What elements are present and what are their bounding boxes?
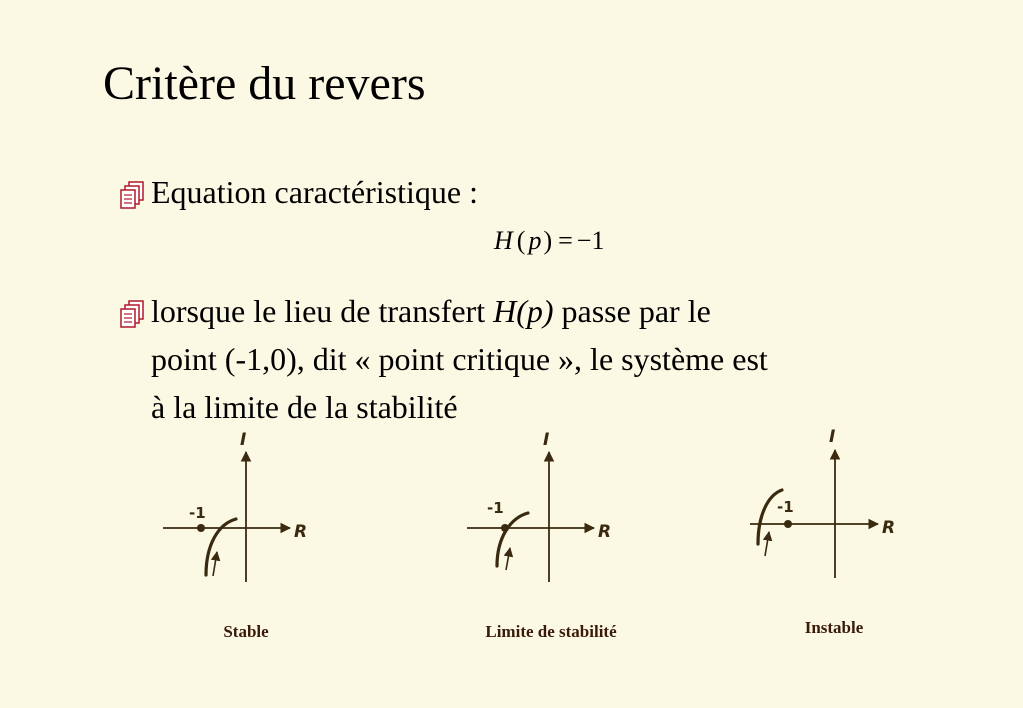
eq-rhs: −1 — [576, 226, 605, 255]
critical-point-label: -1 — [487, 499, 504, 517]
direction-arrow — [765, 532, 769, 556]
bullet-text: Equation caractéristique : — [151, 174, 478, 210]
real-axis-label: R — [882, 518, 896, 538]
nyquist-curve — [497, 513, 528, 566]
bullet-line-1-post: passe par le — [553, 293, 711, 329]
imag-axis-label: I — [829, 427, 836, 447]
transfer-function-name: H(p) — [493, 293, 554, 329]
caption-stable: Stable — [223, 622, 269, 641]
eq-var: p — [528, 226, 542, 255]
caption-unstable: Instable — [804, 618, 864, 637]
diagram-stable — [163, 430, 307, 582]
critical-point-label: -1 — [777, 498, 794, 516]
bullet-line-3: à la limite de la stabilité — [151, 389, 458, 425]
eq-open-paren: ( — [516, 226, 526, 255]
diagram-limit — [467, 430, 611, 582]
critical-point — [197, 524, 205, 532]
real-axis-label: R — [294, 522, 308, 542]
bullet-line-2: point (-1,0), dit « point critique », le système est — [151, 341, 768, 377]
critical-point — [784, 520, 792, 528]
imag-axis-label: I — [543, 430, 550, 450]
critical-point-label: -1 — [189, 504, 206, 522]
caption-limit: Limite de stabilité — [485, 622, 617, 641]
slide-title: Critère du revers — [103, 57, 426, 110]
eq-close-paren: ) — [543, 226, 553, 255]
diagram-unstable — [750, 427, 895, 578]
real-axis-label: R — [598, 522, 612, 542]
direction-arrow — [213, 552, 217, 576]
eq-equals: = — [558, 226, 573, 255]
bullet-line-1-pre: lorsque le lieu de transfert — [151, 293, 494, 329]
eq-func: H — [494, 226, 513, 255]
imag-axis-label: I — [240, 430, 247, 450]
direction-arrow — [506, 548, 510, 570]
